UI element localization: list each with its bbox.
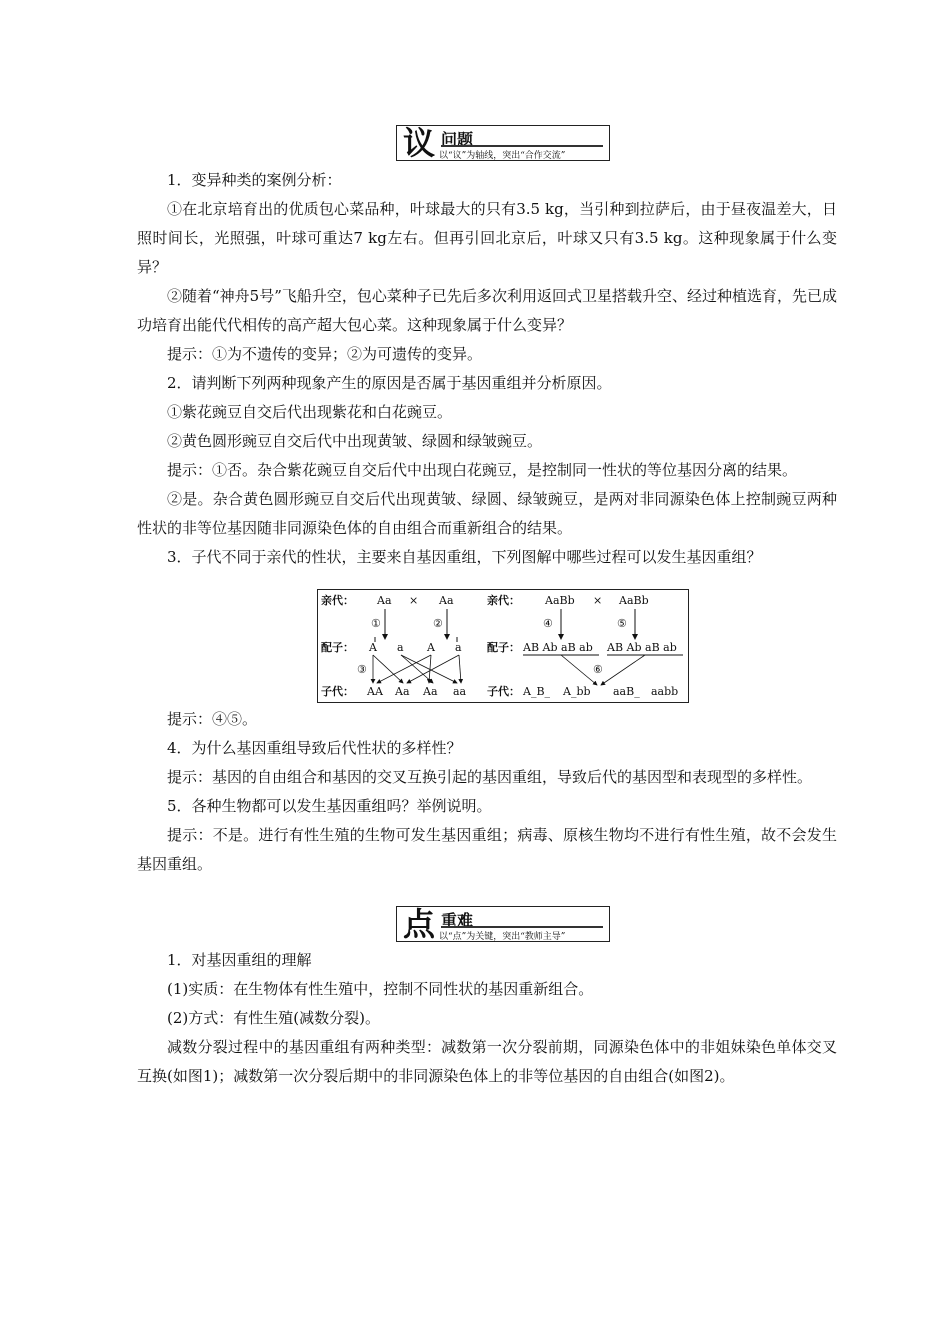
left-gamete-2: a bbox=[397, 641, 404, 654]
right-gamete-label: 配子： bbox=[487, 641, 520, 654]
right-gametes-2: AB Ab aB ab bbox=[607, 641, 677, 654]
banner-divider bbox=[441, 145, 603, 147]
step-6-label: ⑥ bbox=[593, 663, 603, 676]
discussion-questions bbox=[137, 166, 837, 572]
left-parent-label: 亲代： bbox=[321, 594, 354, 607]
question-5: 5．各种生物都可以发生基因重组吗？举例说明。 bbox=[167, 797, 492, 815]
left-offspring-1: AA bbox=[367, 685, 383, 698]
right-offspring-label: 子代： bbox=[487, 685, 520, 698]
right-offspring-1: A_B_ bbox=[523, 685, 551, 698]
question-1-case-b: ②随着“神舟5号”飞船升空，包心菜种子已先后多次利用返回式卫星搭载升空、经过种植选育，先已成功培育出能代代相传的高产超大包心菜。这种现象属于什么变异？ bbox=[137, 287, 837, 334]
answer-2a: 提示：①否。杂合紫花豌豆自交后代中出现白花豌豆，是控制同一性状的等位基因分离的结果。 bbox=[167, 461, 798, 479]
banner-title: 问题 bbox=[441, 130, 474, 149]
banner-big-char: 点 bbox=[403, 905, 436, 943]
left-gamete-4: a bbox=[455, 641, 462, 654]
question-1: 1．变异种类的案例分析： bbox=[167, 171, 342, 189]
step-2-label: ② bbox=[433, 617, 443, 630]
left-offspring-label: 子代： bbox=[321, 685, 354, 698]
step-3-label: ③ bbox=[357, 663, 367, 676]
banner-title: 重难 bbox=[441, 911, 474, 930]
genetic-cross-diagram bbox=[317, 589, 689, 703]
section-banner-discussion bbox=[396, 125, 610, 161]
right-parent-2: AaBb bbox=[619, 594, 649, 607]
answer-4: 提示：基因的自由组合和基因的交叉互换引起的基因重组，导致后代的基因型和表现型的多样性。 bbox=[167, 768, 813, 786]
left-gamete-1: A bbox=[369, 641, 377, 654]
answer-1: 提示：①为不遗传的变异；②为可遗传的变异。 bbox=[167, 345, 483, 363]
question-1-case-a: ①在北京培育出的优质包心菜品种，叶球最大的只有3.5 kg，当引种到拉萨后，由于昼夜温差大，日照时间长，光照强，叶球可重达7 kg左右。但再引回北京后，叶球又只有3.5 kg。这种现象属于什么变异？ bbox=[137, 200, 837, 276]
right-cross-sign: × bbox=[593, 594, 603, 607]
discussion-answers bbox=[137, 705, 837, 879]
right-offspring-3: aaB_ bbox=[613, 685, 640, 698]
question-2-case-b: ②黄色圆形豌豆自交后代中出现黄皱、绿圆和绿皱豌豆。 bbox=[167, 432, 543, 450]
left-offspring-4: aa bbox=[453, 685, 467, 698]
left-offspring-3: Aa bbox=[423, 685, 438, 698]
step-5-label: ⑤ bbox=[617, 617, 627, 630]
answer-5: 提示：不是。进行有性生殖的生物可发生基因重组；病毒、原核生物均不进行有性生殖，故不会发生基因重组。 bbox=[137, 826, 837, 873]
left-gamete-3: A bbox=[427, 641, 435, 654]
question-3: 3．子代不同于亲代的性状，主要来自基因重组，下列图解中哪些过程可以发生基因重组？ bbox=[167, 548, 762, 566]
left-gamete-label: 配子： bbox=[321, 641, 354, 654]
section-banner-key-points bbox=[396, 906, 610, 942]
key-point-types: 减数分裂过程中的基因重组有两种类型：减数第一次分裂前期，同源染色体中的非姐妹染色单体交叉互换(如图1)；减数第一次分裂后期中的非同源染色体上的非等位基因的自由组合(如图2)。 bbox=[137, 1038, 837, 1085]
banner-subtitle: 以“议”为轴线，突出“合作交流” bbox=[439, 151, 566, 161]
step-4-label: ④ bbox=[543, 617, 553, 630]
right-parent-1: AaBb bbox=[545, 594, 575, 607]
left-offspring-2: Aa bbox=[395, 685, 410, 698]
banner-divider bbox=[441, 926, 603, 928]
question-4: 4．为什么基因重组导致后代性状的多样性？ bbox=[167, 739, 462, 757]
key-point-method: (2)方式：有性生殖(减数分裂)。 bbox=[167, 1009, 380, 1027]
left-parent-2: Aa bbox=[439, 594, 454, 607]
right-gametes-1: AB Ab aB ab bbox=[523, 641, 593, 654]
answer-2b: ②是。杂合黄色圆形豌豆自交后代出现黄皱、绿圆、绿皱豌豆，是两对非同源染色体上控制豌豆两种性状的非等位基因随非同源染色体的自由组合而重新组合的结果。 bbox=[137, 490, 837, 537]
right-parent-label: 亲代： bbox=[487, 594, 520, 607]
banner-big-char: 议 bbox=[403, 124, 436, 162]
answer-3: 提示：④⑤。 bbox=[167, 710, 258, 728]
left-parent-1: Aa bbox=[377, 594, 392, 607]
key-points-text bbox=[137, 946, 837, 1091]
left-cross-sign: × bbox=[409, 594, 419, 607]
key-point-essence: (1)实质：在生物体有性生殖中，控制不同性状的基因重新组合。 bbox=[167, 980, 594, 998]
question-2-case-a: ①紫花豌豆自交后代出现紫花和白花豌豆。 bbox=[167, 403, 453, 421]
banner-subtitle: 以“点”为关键，突出“教师主导” bbox=[439, 932, 566, 942]
step-1-label: ① bbox=[371, 617, 381, 630]
right-offspring-4: aabb bbox=[651, 685, 679, 698]
right-offspring-2: A_bb bbox=[563, 685, 591, 698]
question-2: 2．请判断下列两种现象产生的原因是否属于基因重组并分析原因。 bbox=[167, 374, 612, 392]
key-point-heading: 1．对基因重组的理解 bbox=[167, 951, 312, 969]
